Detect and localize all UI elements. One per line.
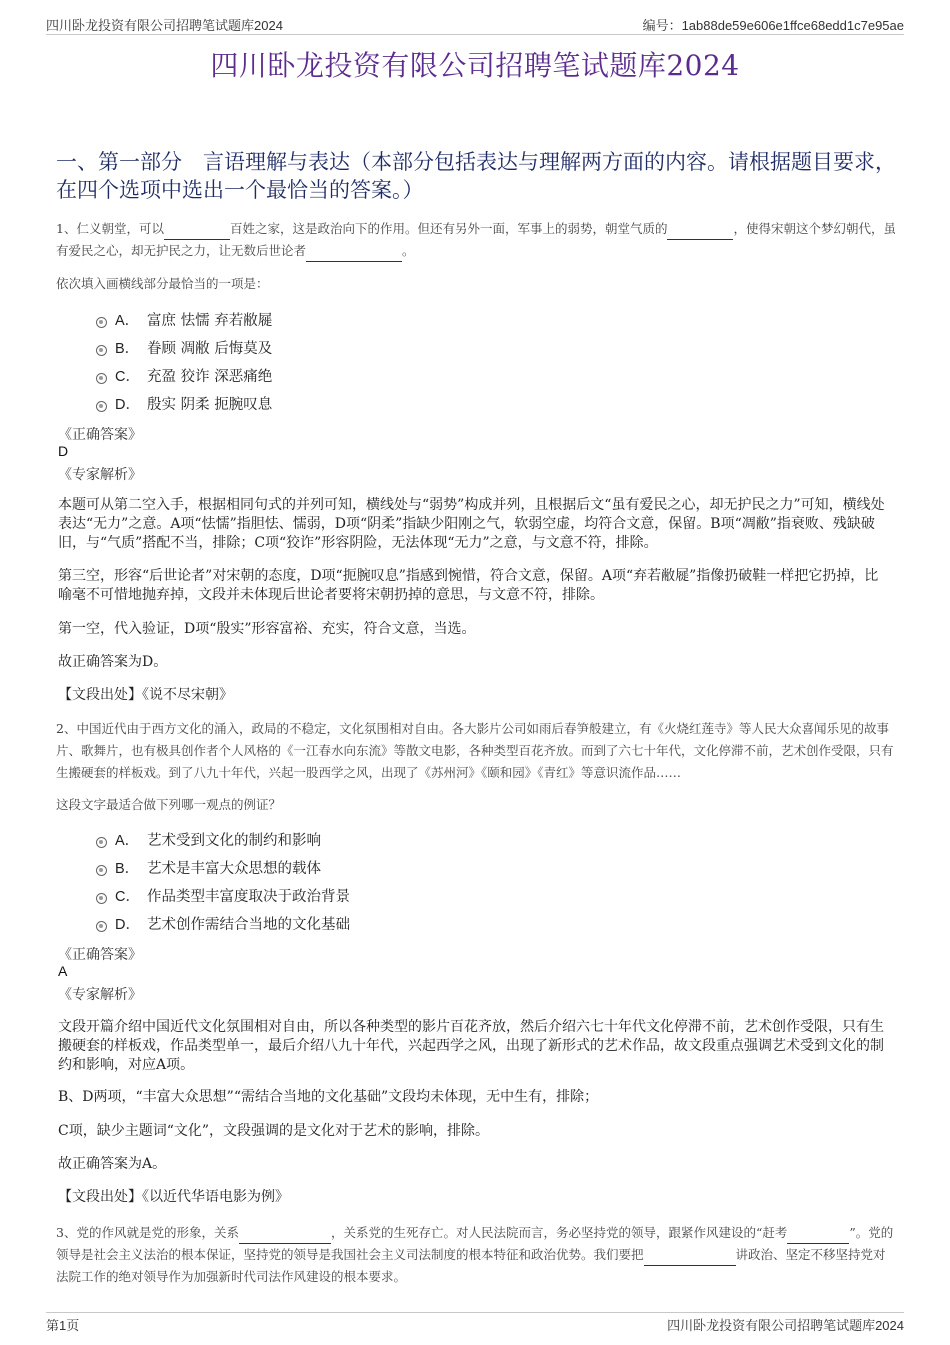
q1-analysis-para-1: 本题可从第二空入手，根据相同句式的并列可知，横线处与“弱势”构成并列，且根据后文“虽有爱民之心，却无护民之力”可知，横线处表达“无力”之意。A项“怯懦”指胆怯、懦弱，D项“阴柔”指缺少阳刚之气，软弱空虚，均符合文意，保留。B项“凋敝”指衰败、残缺破旧，与“气质”搭配不当，排除；C项“狡诈”形容阴险，无法体现“无力”之意，与文意不符，排除。: [58, 497, 885, 551]
q3-text-2: ，关系党的生死存亡。对人民法院而言，务必坚持党的领导，跟紧作风建设的“赶考: [330, 1225, 788, 1240]
blank-line: [644, 1249, 736, 1266]
q2-answer: A: [58, 963, 68, 979]
footer-doc-title: 四川卧龙投资有限公司招聘笔试题库2024: [667, 1318, 904, 1333]
question-1-options: [96, 305, 272, 417]
radio-icon[interactable]: [96, 317, 107, 328]
q2-analysis-para-3: C项，缺少主题词“文化”，文段强调的是文化对于艺术的影响，排除。: [58, 1123, 490, 1139]
q1-source: 【文段出处】《说不尽宋朝》: [58, 687, 233, 703]
blank-line: [239, 1227, 331, 1244]
q2-option-a[interactable]: A． 艺术受到文化的制约和影响: [96, 825, 350, 853]
q2-option-b[interactable]: B． 艺术是丰富大众思想的载体: [96, 853, 350, 881]
page-number: 第1页: [46, 1318, 80, 1333]
question-2-options: [96, 825, 350, 937]
q2-option-c[interactable]: C． 作品类型丰富度取决于政治背景: [96, 881, 350, 909]
blank-line: [787, 1227, 849, 1244]
radio-icon[interactable]: [96, 837, 107, 848]
q2-source: 【文段出处】《以近代华语电影为例》: [58, 1189, 289, 1205]
q1-analysis-para-3: 第一空，代入验证，D项“殷实”形容富裕、充实，符合文意，当选。: [58, 621, 476, 637]
radio-icon[interactable]: [96, 893, 107, 904]
q3-text-4: 讲政治、坚定不移坚持党对法院工作的绝对领导作为加强新时代司法作风建设的根本要求。: [56, 1247, 886, 1284]
q2-analysis-para-4: 故正确答案为A。: [58, 1156, 167, 1172]
blank-line: [306, 245, 402, 262]
radio-icon[interactable]: [96, 401, 107, 412]
question-1-stem: [56, 218, 898, 262]
q1-analysis-label: 《专家解析》: [58, 467, 142, 483]
question-2-prompt: 这段文字最适合做下列哪一观点的例证？: [56, 797, 282, 812]
q1-answer-label: 《正确答案》: [58, 427, 142, 443]
radio-icon[interactable]: [96, 921, 107, 932]
question-3-stem: [56, 1222, 898, 1288]
q2-analysis-para-1: 文段开篇介绍中国近代文化氛围相对自由，所以各种类型的影片百花齐放，然后介绍六七十年代文化停滞不前，艺术创作受限，只有生搬硬套的样板戏，作品类型单一，最后介绍八九十年代，兴起西学之风，出现了新形式的艺术作品，故文段重点强调艺术受到文化的制约和影响，对应A项。: [58, 1019, 884, 1073]
section-title: 一、第一部分 言语理解与表达（本部分包括表达与理解两方面的内容。请根据题目要求，在四个选项中选出一个最恰当的答案。）: [56, 150, 896, 202]
page-footer: [46, 1312, 904, 1334]
q2-option-d[interactable]: D． 艺术创作需结合当地的文化基础: [96, 909, 350, 937]
q1-analysis-para-2: 第三空，形容“后世论者”对宋朝的态度，D项“扼腕叹息”指感到惋惜，符合文意，保留。A项“弃若敝屣”指像扔破鞋一样把它扔掉，比喻毫不可惜地抛弃掉，文段并未体现后世论者要将宋朝扔掉的意思，与文意不符，排除。: [58, 568, 879, 603]
question-2-stem: 2、中国近代由于西方文化的涌入，政局的不稳定，文化氛围相对自由。各大影片公司如雨后春笋般建立，有《火烧红莲寺》等人民大众喜闻乐见的故事片、歌舞片，也有极具创作者个人风格的《一江春水向东流》等散文电影，各种类型百花齐放。而到了六七十年代，文化停滞不前，艺术创作受限，只有生搬硬套的样板戏。到了八九十年代，兴起一股西学之风，出现了《苏州河》《颐和园》《青红》等意识流作品……: [56, 721, 894, 780]
q1-text-2: 百姓之家，这是政治向下的作用。但还有另外一面，军事上的弱势，朝堂气质的: [229, 221, 668, 236]
question-1-prompt: 依次填入画横线部分最恰当的一项是：: [56, 276, 269, 291]
q1-option-d[interactable]: D． 殷实 阴柔 扼腕叹息: [96, 389, 272, 417]
q1-option-c[interactable]: C． 充盈 狡诈 深恶痛绝: [96, 361, 272, 389]
q1-text-4: 。: [402, 243, 415, 258]
q3-text-1: 3、党的作风就是党的形象，关系: [56, 1225, 239, 1240]
radio-icon[interactable]: [96, 345, 107, 356]
q2-analysis-para-2: B、D两项，“丰富大众思想”“需结合当地的文化基础”文段均未体现，无中生有，排除；: [58, 1089, 599, 1105]
q2-answer-label: 《正确答案》: [58, 947, 142, 963]
q1-text-3: ，使得宋朝这个梦幻朝代，虽有爱民之心，却无护民之力，让无数后世论者: [56, 221, 896, 258]
q1-option-b[interactable]: B． 眷顾 凋敝 后悔莫及: [96, 333, 272, 361]
page-title: 四川卧龙投资有限公司招聘笔试题库2024: [210, 49, 740, 82]
q3-text-3: ”。党的领导是社会主义法治的根本保证，坚持党的领导是我国社会主义司法制度的根本特征和政治优势。我们要把: [56, 1225, 894, 1262]
q1-option-a[interactable]: A． 富庶 怯懦 弃若敝屣: [96, 305, 272, 333]
q1-text-1: 1、仁义朝堂，可以: [56, 221, 164, 236]
page-header: [46, 14, 904, 35]
q1-answer: D: [58, 443, 69, 459]
q1-analysis-para-4: 故正确答案为D。: [58, 654, 168, 670]
radio-icon[interactable]: [96, 373, 107, 384]
q2-analysis-label: 《专家解析》: [58, 987, 142, 1003]
blank-line: [667, 223, 733, 240]
blank-line: [164, 223, 230, 240]
radio-icon[interactable]: [96, 865, 107, 876]
header-doc-id: 编号：1ab88de59e606e1ffce68edd1c7e95ae: [642, 18, 904, 33]
header-doc-title: 四川卧龙投资有限公司招聘笔试题库2024: [46, 18, 283, 33]
